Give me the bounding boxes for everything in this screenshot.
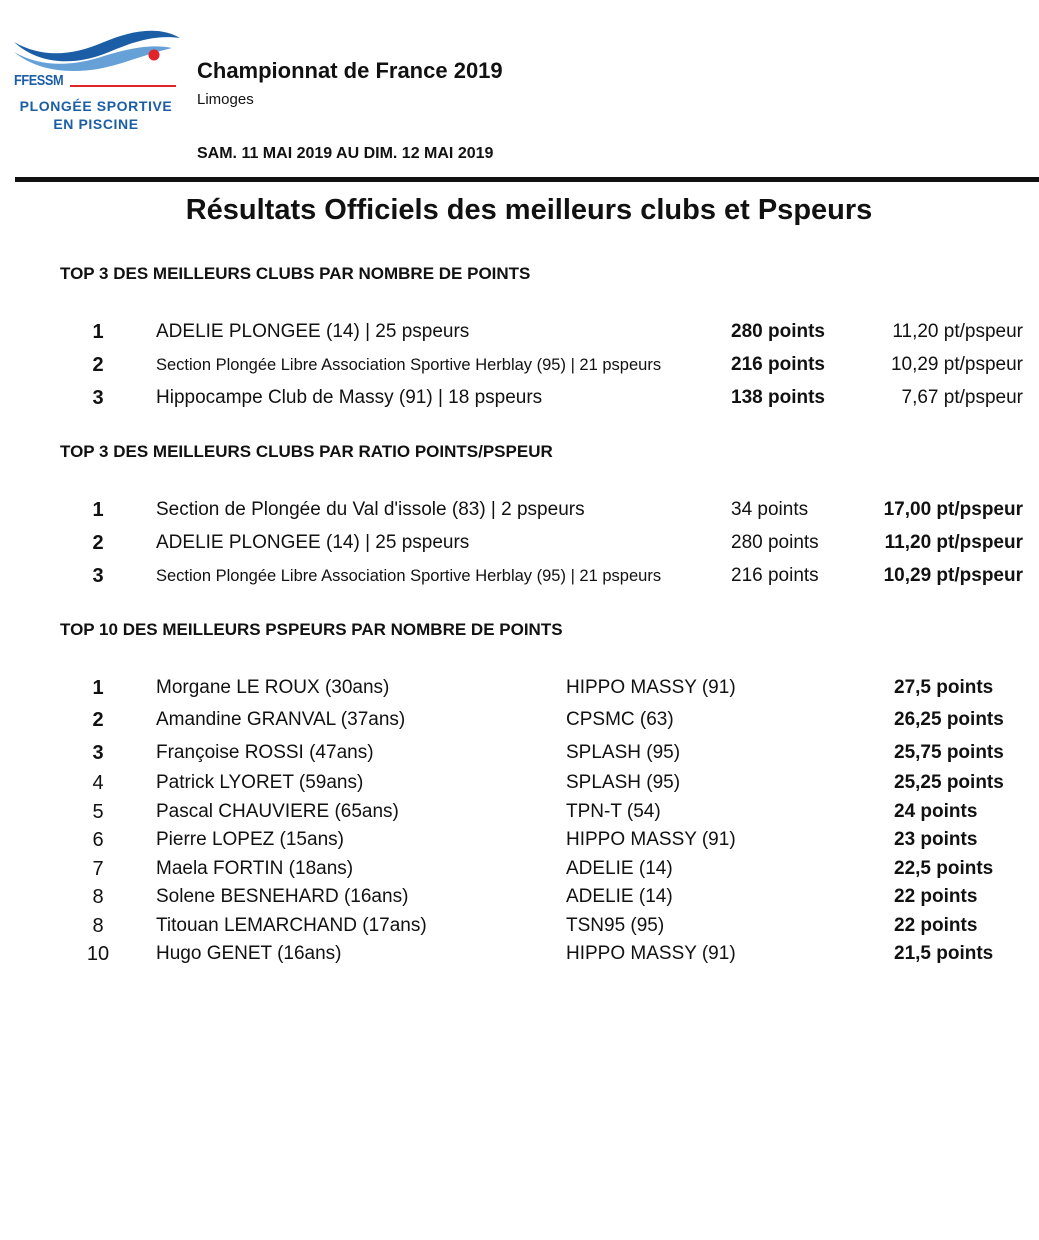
table-row xyxy=(0,705,1039,735)
rank: 3 xyxy=(92,565,104,587)
event-dates: SAM. 11 MAI 2019 AU DIM. 12 MAI 2019 xyxy=(197,145,494,162)
logo-line-2: EN PISCINE xyxy=(53,116,139,132)
rank: 2 xyxy=(92,709,104,731)
section-heading-pspeurs: TOP 10 DES MEILLEURS PSPEURS PAR NOMBRE DE POINTS xyxy=(60,620,563,639)
pspeur-club: CPSMC (63) xyxy=(566,709,674,730)
table-row xyxy=(0,768,1039,798)
section-heading-clubs-ratio: TOP 3 DES MEILLEURS CLUBS PAR RATIO POINTS/PSPEUR xyxy=(60,442,553,461)
pspeur-club: HIPPO MASSY (91) xyxy=(566,943,736,964)
pspeur-points: 23 points xyxy=(894,829,978,850)
club-ratio: 10,29 pt/pspeur xyxy=(883,565,1023,586)
table-row xyxy=(0,854,1039,884)
table-row xyxy=(0,939,1039,969)
pspeur-name: Titouan LEMARCHAND (17ans) xyxy=(156,915,427,936)
club-ratio: 11,20 pt/pspeur xyxy=(884,532,1023,553)
rank: 8 xyxy=(92,915,104,937)
rank: 7 xyxy=(92,858,104,880)
pspeur-club: ADELIE (14) xyxy=(566,886,673,907)
table-row xyxy=(0,797,1039,827)
rank: 3 xyxy=(92,387,104,409)
logo-line-1: PLONGÉE SPORTIVE xyxy=(19,98,173,114)
rank: 2 xyxy=(92,354,104,376)
table-row xyxy=(0,317,1039,347)
header-divider xyxy=(15,177,1039,182)
pspeur-club: HIPPO MASSY (91) xyxy=(566,677,736,698)
pspeur-club: TSN95 (95) xyxy=(566,915,665,936)
logo-red-line xyxy=(70,85,176,87)
club-name: Section de Plongée du Val d'issole (83) | 2 pspeurs xyxy=(156,499,585,520)
rank: 1 xyxy=(92,677,104,699)
pspeur-club: HIPPO MASSY (91) xyxy=(566,829,736,850)
table-row xyxy=(0,673,1039,703)
rank: 10 xyxy=(86,943,110,965)
pspeur-points: 22 points xyxy=(894,886,978,907)
club-name: ADELIE PLONGEE (14) | 25 pspeurs xyxy=(156,532,470,553)
rank: 4 xyxy=(92,772,104,794)
club-ratio: 17,00 pt/pspeur xyxy=(883,499,1023,520)
table-row xyxy=(0,825,1039,855)
table-row xyxy=(0,383,1039,413)
pspeur-name: Morgane LE ROUX (30ans) xyxy=(156,677,390,698)
table-row xyxy=(0,738,1039,768)
pspeur-club: ADELIE (14) xyxy=(566,858,673,879)
document-title: Résultats Officiels des meilleurs clubs et Pspeurs xyxy=(185,194,873,226)
pspeur-club: SPLASH (95) xyxy=(566,772,681,793)
pspeur-name: Patrick LYORET (59ans) xyxy=(156,772,364,793)
pspeur-club: TPN-T (54) xyxy=(566,801,661,822)
rank: 6 xyxy=(92,829,104,851)
pspeur-club: SPLASH (95) xyxy=(566,742,681,763)
table-row xyxy=(0,561,1039,591)
club-points: 280 points xyxy=(731,532,819,553)
club-ratio: 10,29 pt/pspeur xyxy=(890,354,1023,375)
club-points: 280 points xyxy=(731,321,825,342)
pspeur-name: Hugo GENET (16ans) xyxy=(156,943,342,964)
pspeur-name: Pascal CHAUVIERE (65ans) xyxy=(156,801,399,822)
pspeur-name: Solene BESNEHARD (16ans) xyxy=(156,886,409,907)
table-row xyxy=(0,528,1039,558)
pspeur-points: 21,5 points xyxy=(894,943,994,964)
event-city: Limoges xyxy=(197,91,254,108)
rank: 8 xyxy=(92,886,104,908)
pspeur-points: 25,25 points xyxy=(894,772,1004,793)
section-heading-clubs-points: TOP 3 DES MEILLEURS CLUBS PAR NOMBRE DE POINTS xyxy=(60,264,531,283)
logo-org-text: FFESSM xyxy=(14,72,64,89)
rank: 1 xyxy=(92,321,104,343)
club-points: 216 points xyxy=(731,565,819,586)
table-row xyxy=(0,882,1039,912)
pspeur-name: Maela FORTIN (18ans) xyxy=(156,858,354,879)
club-points: 34 points xyxy=(731,499,809,520)
event-title: Championnat de France 2019 xyxy=(197,58,503,83)
club-points: 138 points xyxy=(731,387,825,408)
pspeur-points: 26,25 points xyxy=(894,709,1004,730)
rank: 3 xyxy=(92,742,104,764)
table-row xyxy=(0,495,1039,525)
table-row xyxy=(0,911,1039,941)
club-name: Section Plongée Libre Association Sportive Herblay (95) | 21 pspeurs xyxy=(156,356,662,374)
rank: 5 xyxy=(92,801,104,823)
pspeur-points: 24 points xyxy=(894,801,978,822)
pspeur-points: 22 points xyxy=(894,915,978,936)
pspeur-name: Pierre LOPEZ (15ans) xyxy=(156,829,344,850)
ffessm-logo xyxy=(12,22,187,137)
pspeur-name: Françoise ROSSI (47ans) xyxy=(156,742,374,763)
club-name: ADELIE PLONGEE (14) | 25 pspeurs xyxy=(156,321,470,342)
rank: 1 xyxy=(92,499,104,521)
club-ratio: 11,20 pt/pspeur xyxy=(892,321,1023,342)
pspeur-points: 27,5 points xyxy=(894,677,994,698)
pspeur-points: 22,5 points xyxy=(894,858,994,879)
club-points: 216 points xyxy=(731,354,825,375)
club-name: Hippocampe Club de Massy (91) | 18 pspeurs xyxy=(156,387,543,408)
pspeur-name: Amandine GRANVAL (37ans) xyxy=(156,709,406,730)
rank: 2 xyxy=(92,532,104,554)
club-name: Section Plongée Libre Association Sportive Herblay (95) | 21 pspeurs xyxy=(156,567,662,585)
pspeur-points: 25,75 points xyxy=(894,742,1004,763)
table-row xyxy=(0,350,1039,380)
club-ratio: 7,67 pt/pspeur xyxy=(901,387,1023,408)
